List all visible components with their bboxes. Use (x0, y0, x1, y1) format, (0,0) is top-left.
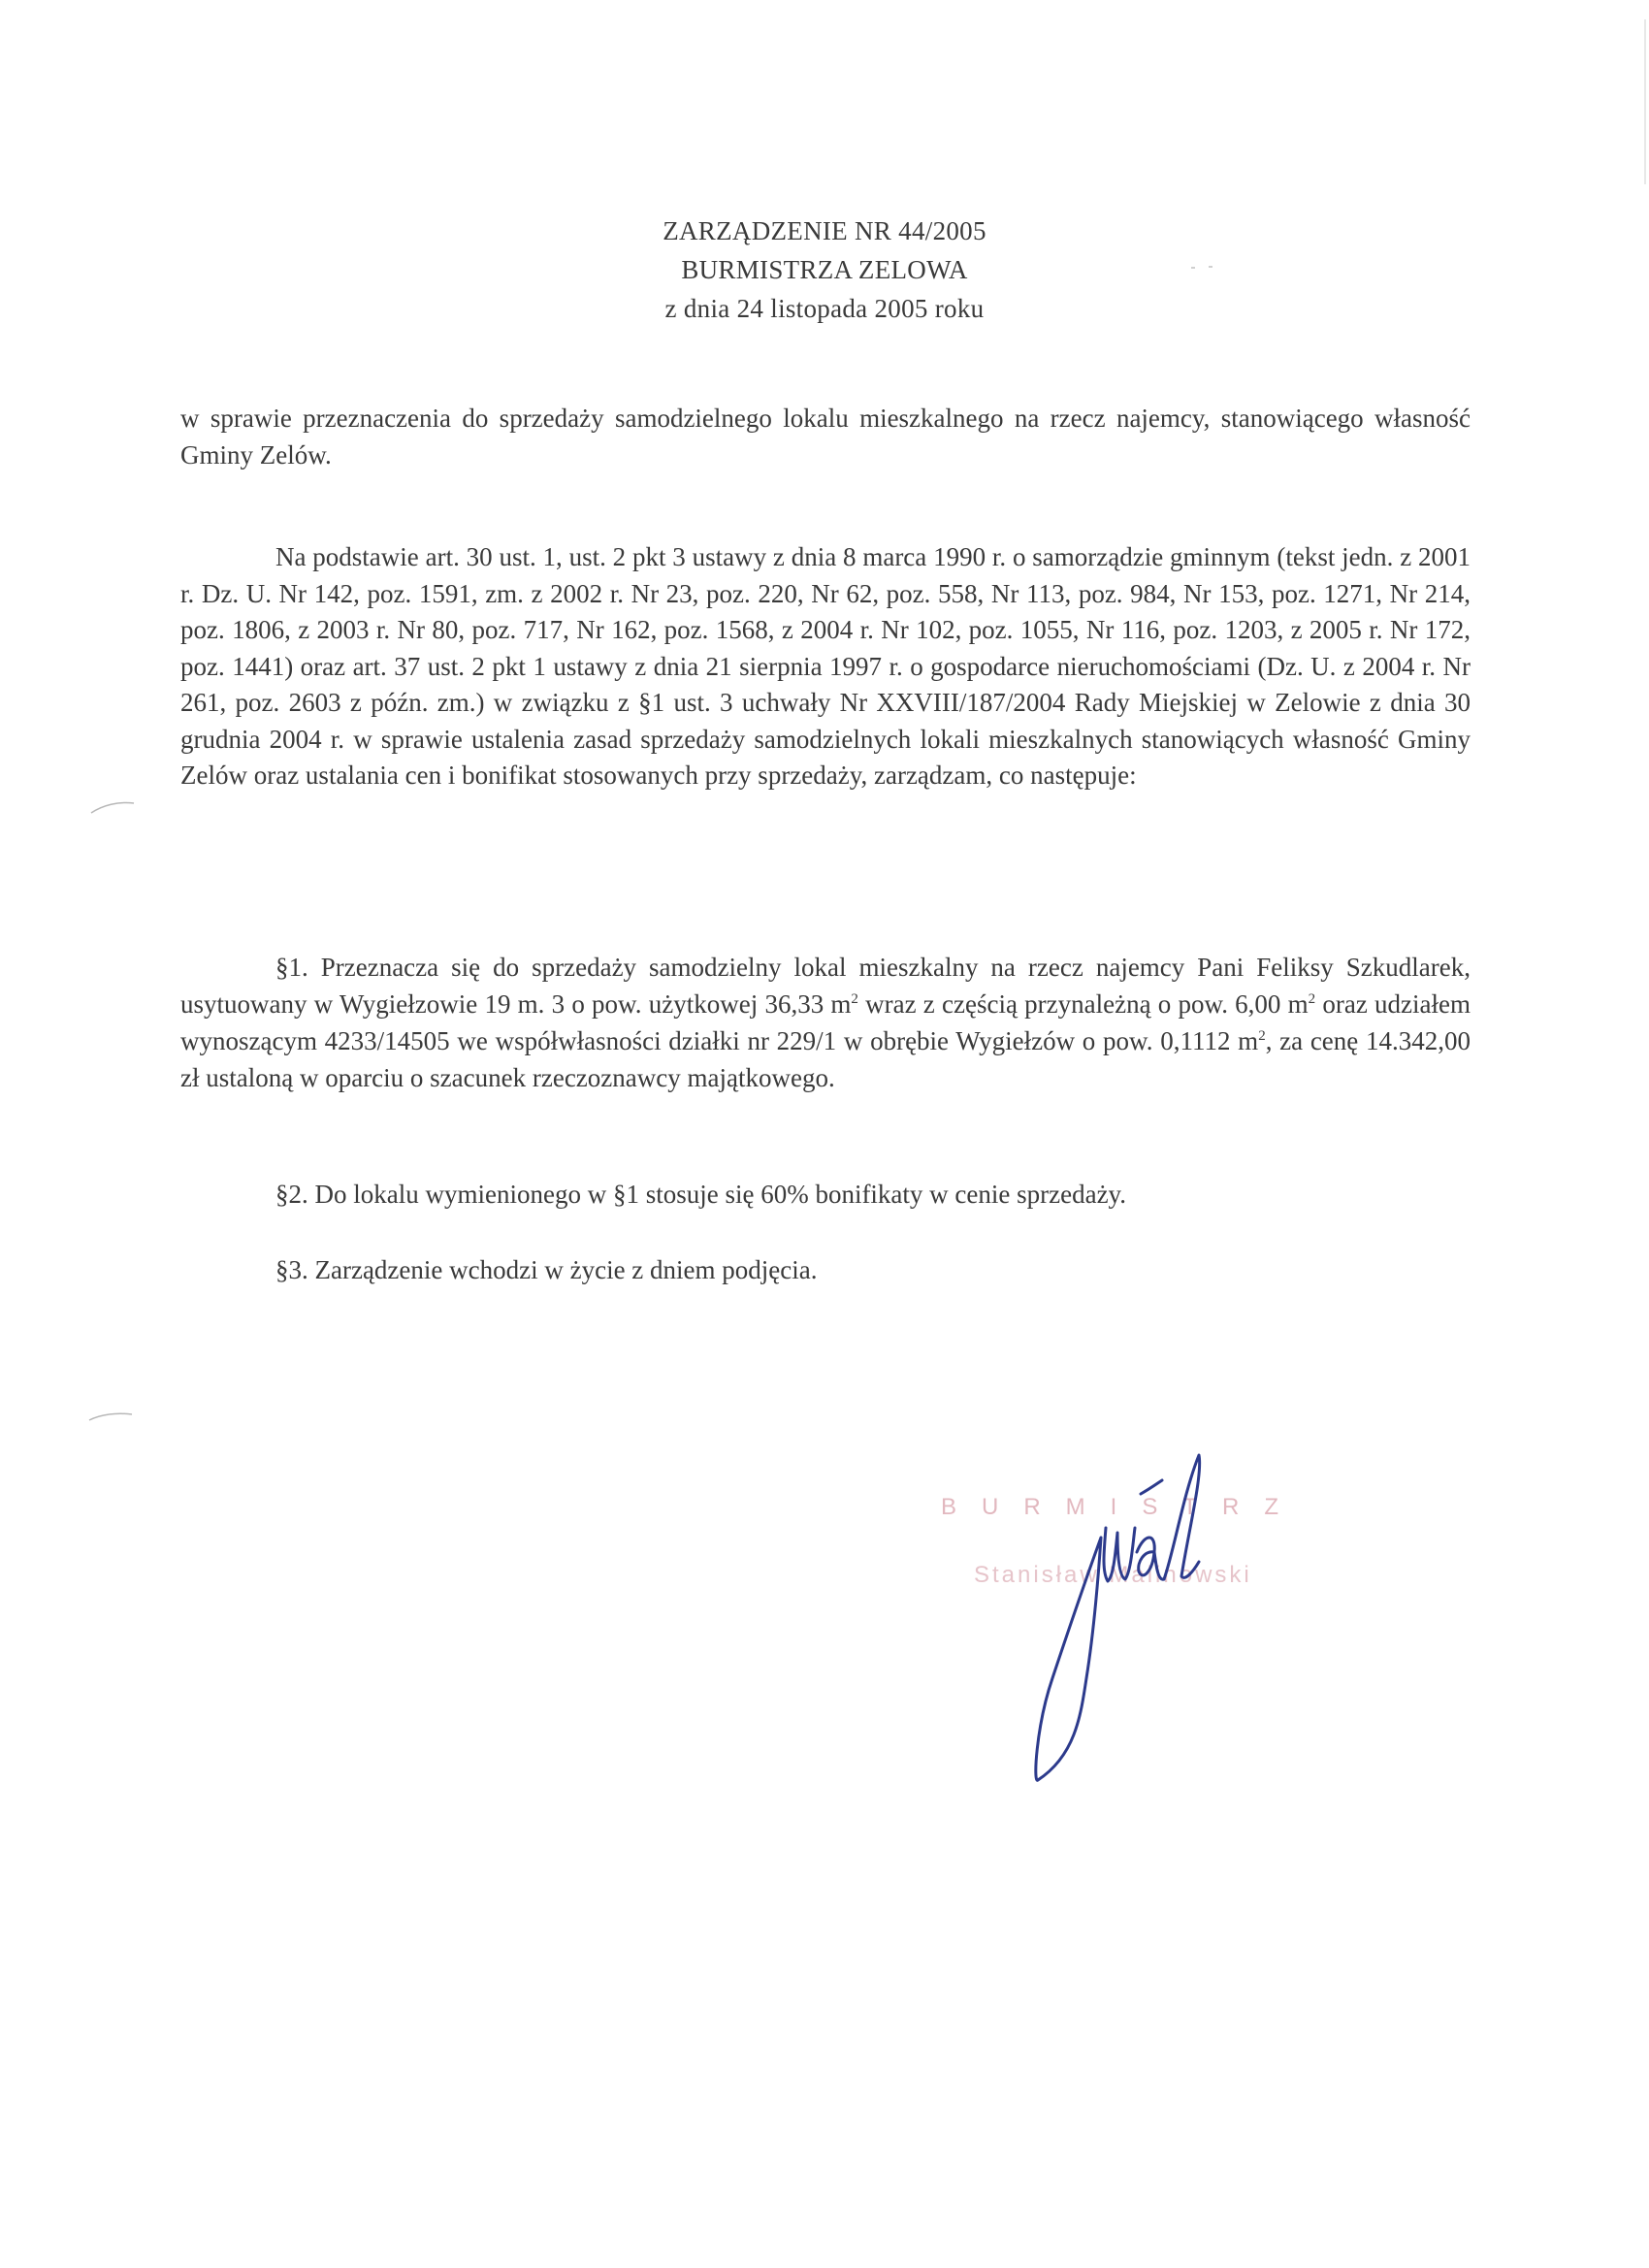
header-issuer: BURMISTRZA ZELOWA (681, 255, 968, 284)
document-header (0, 211, 1649, 328)
legal-basis-paragraph: Na podstawie art. 30 ust. 1, ust. 2 pkt 3 ustawy z dnia 8 marca 1990 r. o samorządzie gminnym (tekst jedn. z 2001 r. Dz. U. Nr 142, poz. 1591, zm. z 2002 r. Nr 23, poz. 220, Nr 62, poz. 558, Nr 113, poz. 984, Nr 153, poz. 1271, Nr 214, poz. 1806, z 2003 r. Nr 80, poz. 717, Nr 162, poz. 1568, z 2004 r. Nr 102, poz. 1055, Nr 116, poz. 1203, z 2005 r. Nr 172, poz. 1441) oraz art. 37 ust. 2 pkt 1 ustawy z dnia 21 sierpnia 1997 r. o gospodarce nieruchomościami (Dz. U. z 2004 r. Nr 261, poz. 2603 z późn. zm.) w związku z §1 ust. 3 uchwały Nr XXVIII/187/2004 Rady Miejskiej w Zelowie z dnia 30 grudnia 2004 r. w sprawie ustalenia zasad sprzedaży samodzielnych lokali mieszkalnych stanowiących własność Gminy Zelów oraz ustalania cen i bonifikat stosowanych przy sprzedaży, zarządzam, co następuje: (180, 542, 1471, 790)
section-1-paragraph (180, 949, 1471, 1096)
document-subject: w sprawie przeznaczenia do sprzedaży samodzielnego lokalu mieszkalnego na rzecz najemcy, stanowiącego własność Gminy Zelów. (180, 404, 1471, 470)
section-3-paragraph: §3. Zarządzenie wchodzi w życie z dniem podjęcia. (275, 1255, 818, 1284)
section-1-text-c: oraz udziałem wynoszącym 4233/14505 we współwłasności działki nr 229/1 w obrębie Wygiełzów o pow. 0,1112 m (180, 989, 1471, 1055)
stamp-name: Stanisław Malinowski (974, 1562, 1252, 1588)
stamp-title: BURMISTRZ (941, 1494, 1304, 1520)
section-1-sup-c: 2 (1258, 1028, 1266, 1044)
section-1-text-a: §1. Przeznacza się do sprzedaży samodzielny lokal mieszkalny na rzecz najemcy Pani Feliksy Szkudlarek, usytuowany w Wygiełzowie 19 m. 3 o pow. użytkowej 36,33 m (180, 953, 1471, 1019)
scan-artifact-mark (1641, 19, 1649, 184)
section-1-sup-b: 2 (1308, 991, 1316, 1007)
section-1-text-b: wraz z częścią przynależną o pow. 6,00 m (857, 989, 1309, 1019)
scan-artifact-mark (89, 797, 138, 817)
scan-artifact-mark (1189, 262, 1228, 272)
header-title: ZARZĄDZENIE NR 44/2005 (663, 216, 986, 245)
handwritten-signature (1009, 1436, 1261, 1804)
section-1-text-d: , za cenę 14.342,00 zł ustaloną w oparciu o szacunek rzeczoznawcy majątkowego. (180, 1026, 1471, 1092)
scan-artifact-mark (87, 1407, 136, 1426)
section-2-paragraph: §2. Do lokalu wymienionego w §1 stosuje się 60% bonifikaty w cenie sprzedaży. (275, 1180, 1127, 1209)
header-date: z dnia 24 listopada 2005 roku (664, 294, 985, 323)
section-1-sup-a: 2 (851, 991, 858, 1007)
